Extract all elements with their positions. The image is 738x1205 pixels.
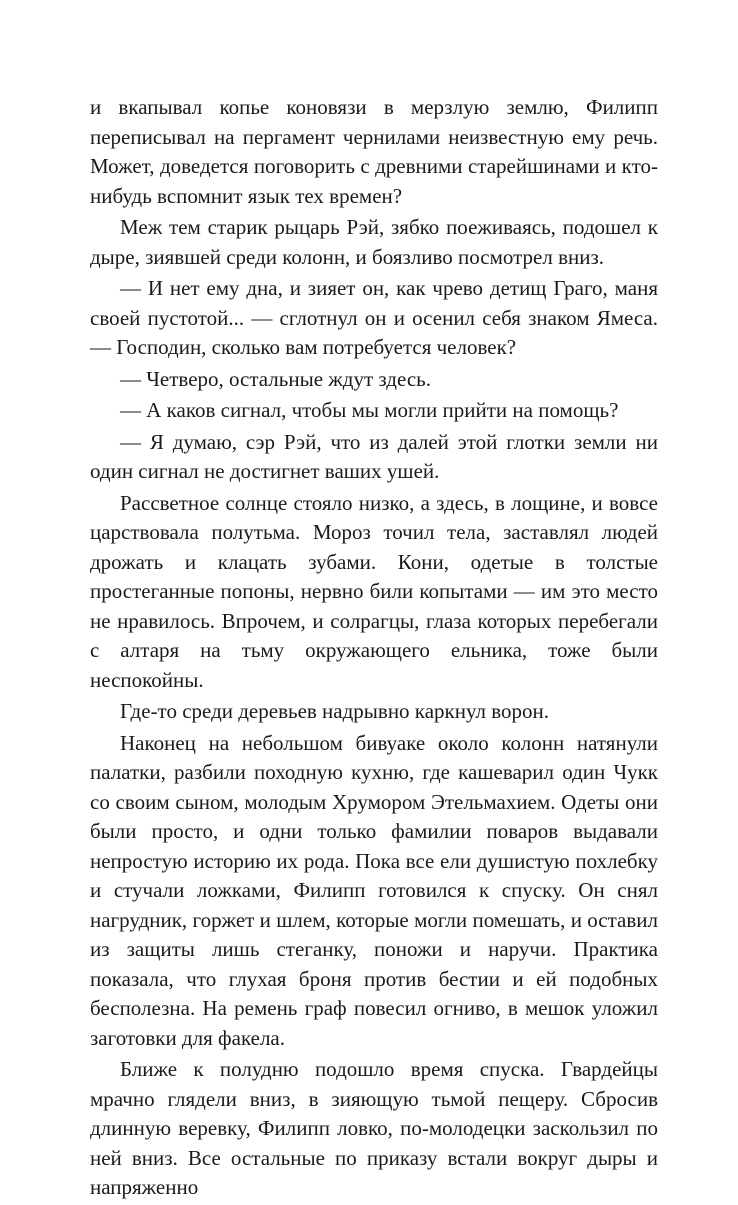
paragraph-2: Меж тем старик рыцарь Рэй, зябко поеживаясь, подошел к дыре, зиявшей среди колонн, и боязливо посмотрел вниз.	[90, 215, 658, 269]
paragraph-1: и вкапывал копье коновязи в мерзлую землю, Филипп переписывал на пергамент чернилами неизвестную ему речь. Может, доведется поговорить с древними старейшинами и кто-нибудь вспомнит язык тех времен?	[90, 95, 658, 208]
paragraph-4: — Четверо, остальные ждут здесь.	[120, 366, 431, 391]
paragraph-6: — Я думаю, сэр Рэй, что из далей этой глотки земли ни один сигнал не достигнет ваших ушей.	[90, 429, 658, 483]
paragraph-9: Наконец на небольшом бивуаке около колонн натянули палатки, разбили походную кухню, где кашеварил один Чукк со своим сыном, молодым Хрумором Этельмахием. Одеты они были просто, и одни только фамилии поваров выдавали непростую историю их рода. Пока все ели душистую похлебку и стучали ложками, Филипп готовился к спуску. Он снял нагрудник, горжет и шлем, которые могли помешать, и оставил из защиты лишь стеганку, поножи и наручи. Практика показала, что глухая броня против бестии и ей подобных бесполезна. На ремень граф повесил огниво, в мешок уложил заготовки для факела.	[90, 730, 658, 1050]
paragraph-8: Где-то среди деревьев надрывно каркнул ворон.	[120, 699, 550, 723]
paragraph-3: — И нет ему дна, и зияет он, как чрево детищ Граго, маня своей пустотой... — сглотнул он и осенил себя знаком Ямеса. — Господин, сколько вам потребуется человек?	[90, 276, 658, 359]
paragraph-5: — А каков сигнал, чтобы мы могли прийти на помощь?	[120, 398, 619, 422]
paragraph-10: Ближе к полудню подошло время спуска. Гвардейцы мрачно глядели вниз, в зияющую тьмой пещеру. Сбросив длинную веревку, Филипп ловко, по-молодецки заскользил по ней вниз. Все остальные по приказу встали вокруг дыры и напряженно	[90, 1057, 658, 1199]
paragraph-7: Рассветное солнце стояло низко, а здесь, в лощине, и вовсе царствовала полутьма. Мороз точил тела, заставлял людей дрожать и клацать зубами. Кони, одетые в толстые простеганные попоны, нервно били копытами — им это место не нравилось. Впрочем, и солрагцы, глаза которых перебегали с алтаря на тьму окружающего ельника, тоже были неспокойны.	[90, 490, 658, 692]
book-page	[90, 93, 658, 1205]
